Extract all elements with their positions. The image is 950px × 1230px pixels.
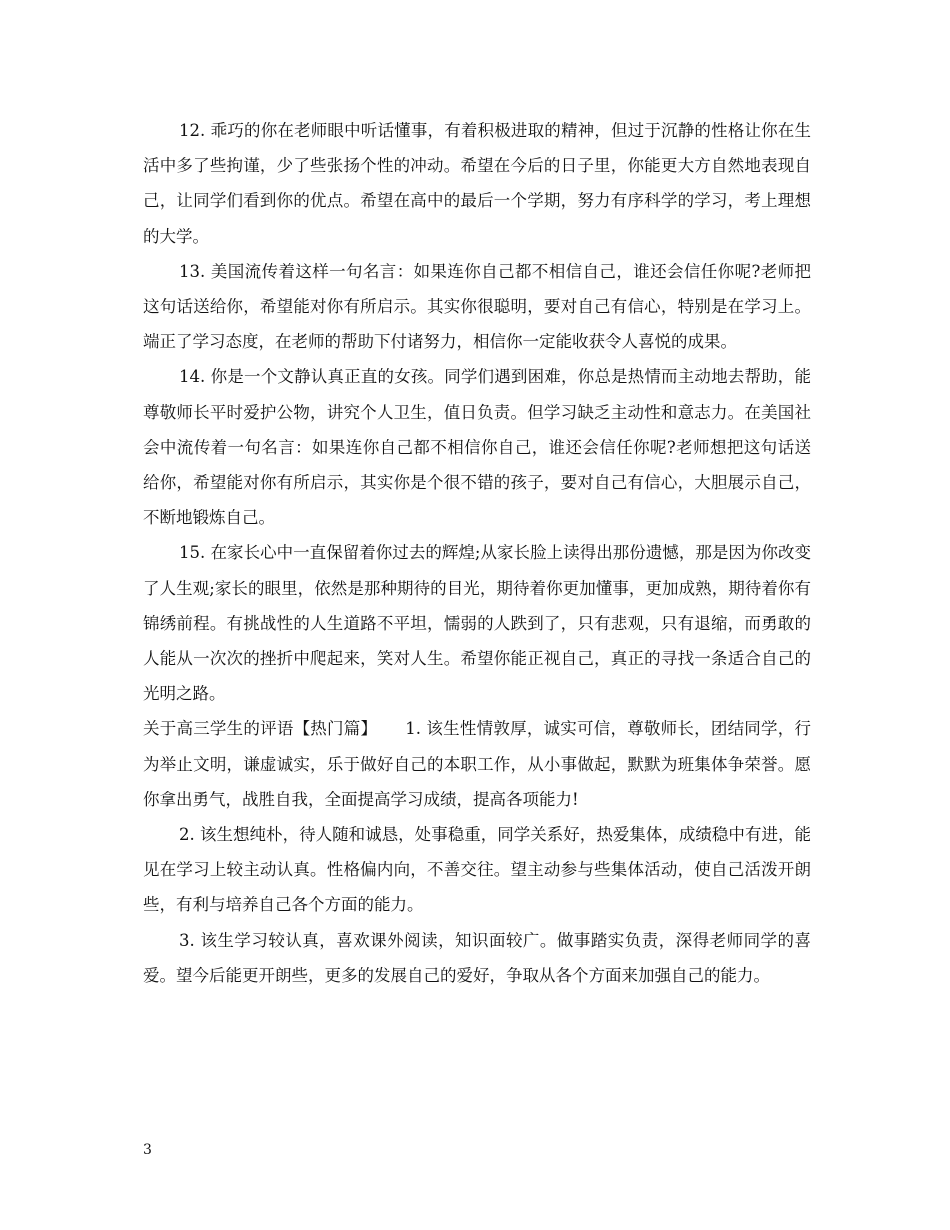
document-body xyxy=(143,113,811,993)
comment-paragraph-12: 12. 乖巧的你在老师眼中听话懂事，有着积极进取的精神，但过于沉静的性格让你在生活中多了些拘谨，少了些张扬个性的冲动。希望在今后的日子里，你能更大方自然地表现自己，让同学们看到你的优点。希望在高中的最后一个学期，努力有序科学的学习，考上理想的大学。 xyxy=(143,121,811,246)
section-first-item: 1. 该生性情敦厚，诚实可信，尊敬师长，团结同学，行为举止文明，谦虚诚实，乐于做好自己的本职工作，从小事做起，默默为班集体争荣誉。愿你拿出勇气，战胜自我，全面提高学习成绩，提高各项能力! xyxy=(143,719,811,809)
comment-paragraph-2: 2. 该生想纯朴，待人随和诚恳，处事稳重，同学关系好，热爱集体，成绩稳中有进，能见在学习上较主动认真。性格偏内向，不善交往。望主动参与些集体活动，使自己活泼开朗些，有利与培养自己各个方面的能力。 xyxy=(143,825,811,915)
comment-paragraph-3: 3. 该生学习较认真，喜欢课外阅读，知识面较广。做事踏实负责，深得老师同学的喜爱。望今后能更开朗些，更多的发展自己的爱好，争取从各个方面来加强自己的能力。 xyxy=(143,930,811,985)
comment-paragraph-13: 13. 美国流传着这样一句名言：如果连你自己都不相信自己，谁还会信任你呢?老师把这句话送给你，希望能对你有所启示。其实你很聪明，要对自己有信心，特别是在学习上。端正了学习态度，在老师的帮助下付诸努力，相信你一定能收获令人喜悦的成果。 xyxy=(143,261,811,352)
comment-paragraph-15: 15. 在家长心中一直保留着你过去的辉煌;从家长脸上读得出那份遗憾，那是因为你改变了人生观;家长的眼里，依然是那种期待的目光，期待着你更加懂事，更加成熟，期待着你有锦绣前程。有挑战性的人生道路不平坦，懦弱的人跌到了，只有悲观，只有退缩，而勇敢的人能从一次次的挫折中爬起来，笑对人生。希望你能正视自己，真正的寻找一条适合自己的光明之路。 xyxy=(143,543,811,704)
section-paragraph xyxy=(143,711,811,817)
comment-paragraph-14: 14. 你是一个文静认真正直的女孩。同学们遇到困难，你总是热情而主动地去帮助，能尊敬师长平时爱护公物，讲究个人卫生，值日负责。但学习缺乏主动性和意志力。在美国社会中流传着一句名言：如果连你自己都不相信你自己，谁还会信任你呢?老师想把这句话送给你，希望能对你有所启示，其实你是个很不错的孩子，要对自己有信心，大胆展示自己，不断地锻炼自己。 xyxy=(143,367,811,528)
section-heading: 关于高三学生的评语【热门篇】 xyxy=(143,719,378,739)
page-number: 3 xyxy=(143,1142,152,1158)
